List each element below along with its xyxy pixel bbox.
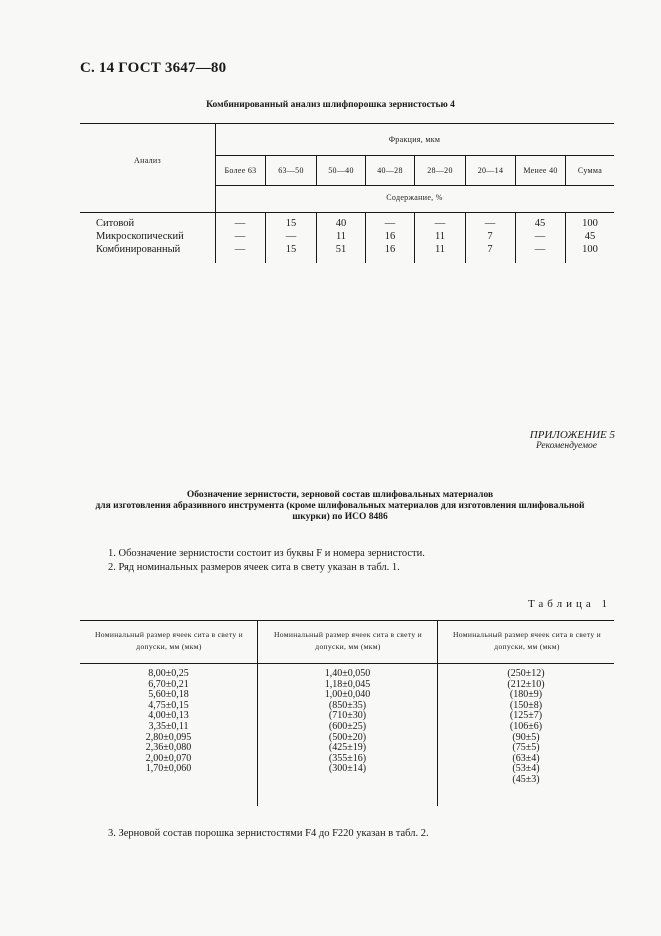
table-1-cell: (53±4) bbox=[512, 763, 540, 775]
table-cell: — bbox=[434, 218, 446, 229]
table-cell: 11 bbox=[335, 231, 347, 242]
column-header: Менее 40 bbox=[523, 166, 558, 175]
table-1-cell: 2,36±0,080 bbox=[145, 742, 192, 754]
table-1-cell: 4,00±0,13 bbox=[148, 710, 189, 722]
table-cell: 45 bbox=[584, 231, 596, 242]
table-1-cell: 1,40±0,050 bbox=[324, 668, 371, 679]
table-cell: — bbox=[484, 218, 496, 229]
table-a-vline bbox=[515, 212, 516, 263]
column-header: 20—14 bbox=[477, 166, 504, 175]
table-cell: 40 bbox=[335, 218, 347, 229]
table-1-cell: 3,35±0,11 bbox=[148, 720, 189, 732]
table-1-label: Таблица 1 bbox=[527, 598, 611, 610]
table-1-cell: (125±7) bbox=[509, 710, 543, 722]
table-1-cell: (500±20) bbox=[328, 731, 367, 743]
content-header: Содержание, % bbox=[386, 193, 443, 202]
analysis-header: Анализ bbox=[134, 156, 161, 165]
table-1-cell: (355±16) bbox=[328, 752, 367, 764]
table-a-columns-rule bbox=[215, 185, 614, 186]
paragraph-2: 2. Ряд номинальных размеров ячеек сита в свету указан в табл. 1. bbox=[108, 562, 400, 573]
combined-analysis-table bbox=[80, 123, 614, 263]
appendix-number: ПРИЛОЖЕНИЕ 5 bbox=[529, 429, 615, 441]
table-cell: — bbox=[285, 231, 297, 242]
appendix-title-line: для изготовления абразивного инструмента (кроме шлифовальных материалов для изготовления шлифовальной bbox=[95, 501, 585, 511]
table-1-cell: (300±14) bbox=[328, 763, 367, 775]
appendix-title bbox=[60, 490, 620, 523]
table-1-cell: 2,00±0,070 bbox=[145, 752, 192, 764]
table-a-top-rule bbox=[80, 123, 614, 124]
table-1-cell: 1,70±0,060 bbox=[145, 763, 192, 775]
table-1-cell: (180±9) bbox=[509, 689, 543, 701]
table-cell: — bbox=[534, 231, 546, 242]
table-1-cell: 1,18±0,045 bbox=[324, 678, 371, 690]
table-1-cell: (106±6) bbox=[509, 720, 543, 732]
table-cell: — bbox=[384, 218, 396, 229]
column-header: Более 63 bbox=[224, 166, 257, 175]
table-cell: 100 bbox=[582, 218, 598, 229]
table-1-column-3 bbox=[438, 669, 614, 786]
page-header: С. 14 ГОСТ 3647—80 bbox=[80, 60, 227, 76]
table-a-vline bbox=[465, 212, 466, 263]
table-cell: 51 bbox=[335, 244, 347, 255]
table-1-header: Номинальный размер ячеек сита в свету и допуски, мм (мкм) bbox=[94, 630, 244, 651]
paragraph-3: 3. Зерновой состав порошка зернистостями F4 до F220 указан в табл. 2. bbox=[108, 828, 429, 839]
table-1-cell: (75±5) bbox=[512, 742, 540, 754]
table-cell: 11 bbox=[434, 231, 446, 242]
table-1-cell: (250±12) bbox=[507, 668, 545, 679]
fraction-header: Фракция, мкм bbox=[388, 135, 441, 144]
table-1-cell: 6,70±0,21 bbox=[148, 678, 189, 690]
table-1-cell: (150±8) bbox=[509, 699, 543, 711]
table-1-header-rule bbox=[80, 663, 614, 664]
table-1-cell: (710±30) bbox=[328, 710, 367, 722]
column-header: 63—50 bbox=[278, 166, 304, 175]
table-cell: — bbox=[534, 244, 546, 255]
column-header: 50—40 bbox=[328, 166, 354, 175]
table-1-header: Номинальный размер ячеек сита в свету и допуски, мм (мкм) bbox=[273, 630, 423, 651]
column-header: 28—20 bbox=[427, 166, 453, 175]
table-cell: — bbox=[234, 218, 246, 229]
table-cell: 7 bbox=[487, 231, 493, 242]
table-a-vline bbox=[365, 212, 366, 263]
table-1-cell: (90±5) bbox=[512, 731, 540, 743]
table-cell: 11 bbox=[434, 244, 446, 255]
table-cell: — bbox=[234, 231, 246, 242]
table-a-vline bbox=[265, 212, 266, 263]
row-label-combined: Комбинированный bbox=[96, 244, 181, 255]
table-1-cell: (63±4) bbox=[512, 752, 540, 764]
table-1-cell: 8,00±0,25 bbox=[148, 668, 189, 679]
table-1-cell: 2,80±0,095 bbox=[145, 731, 192, 743]
table-cell: 16 bbox=[384, 231, 396, 242]
appendix-title-line: Обозначение зернистости, зерновой состав шлифовальных материалов bbox=[186, 490, 494, 500]
paragraph-1: 1. Обозначение зернистости состоит из буквы F и номера зернистости. bbox=[108, 548, 425, 559]
table-cell: 100 bbox=[582, 244, 598, 255]
table-cell: 45 bbox=[534, 218, 546, 229]
table-cell: 15 bbox=[285, 218, 297, 229]
table-cell: 16 bbox=[384, 244, 396, 255]
table-cell: — bbox=[234, 244, 246, 255]
table-1-cell: (850±35) bbox=[328, 699, 367, 711]
table-cell: 7 bbox=[487, 244, 493, 255]
column-header: Сумма bbox=[577, 166, 603, 175]
column-header: 40—28 bbox=[377, 166, 403, 175]
row-label-microscopic: Микроскопический bbox=[96, 231, 184, 242]
appendix-status: Рекомендуемое bbox=[535, 441, 597, 451]
table-1-cell: (600±25) bbox=[328, 720, 367, 732]
table-1-cell: (212±10) bbox=[507, 678, 545, 690]
table-1-header: Номинальный размер ячеек сита в свету и допуски, мм (мкм) bbox=[452, 630, 602, 651]
table-1-cell: (45±3) bbox=[512, 773, 540, 785]
table-a-vline bbox=[565, 212, 566, 263]
table-a-vline bbox=[414, 212, 415, 263]
sieve-size-table bbox=[80, 620, 614, 806]
table-1-cell: (425±19) bbox=[328, 742, 367, 754]
table-1-top-rule bbox=[80, 620, 614, 621]
table-a-vline bbox=[316, 212, 317, 263]
table-a-header-bottom-rule bbox=[80, 212, 614, 213]
table-1-cell: 5,60±0,18 bbox=[148, 689, 189, 701]
table-1-column-2 bbox=[258, 669, 437, 775]
table-1-cell: 1,00±0,040 bbox=[324, 689, 371, 701]
table-cell: 15 bbox=[285, 244, 297, 255]
table-1-column-1 bbox=[80, 669, 257, 775]
table-1-cell: 4,75±0,15 bbox=[148, 699, 189, 711]
appendix-title-line: шкурки) по ИСО 8486 bbox=[292, 512, 388, 522]
row-label-sieve: Ситовой bbox=[96, 218, 135, 229]
table-a-title: Комбинированный анализ шлифпорошка зернистостью 4 bbox=[206, 100, 455, 110]
